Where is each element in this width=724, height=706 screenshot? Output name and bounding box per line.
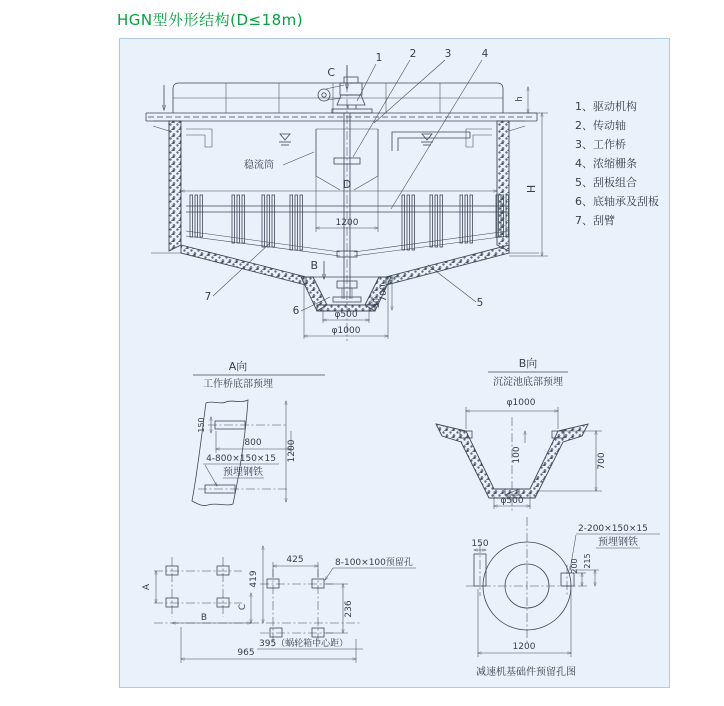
floor-slope-right (386, 245, 509, 285)
legend-item-2: 2、传动轴 (575, 119, 626, 132)
dim-H: H (525, 184, 538, 194)
drawing-panel (119, 38, 670, 688)
base-caption: 减速机基础件预留孔图 (476, 667, 576, 678)
view-a-dim-800: 800 (244, 438, 262, 448)
feedwell-label: 稳流筒 (244, 160, 274, 171)
view-a (192, 359, 325, 506)
wall-cap-left (153, 121, 169, 131)
view-a-note-line1: 4-800×150×15 (206, 454, 276, 464)
view-a-dim-150: 150 (197, 417, 206, 433)
dim-1200: 1200 (335, 218, 359, 228)
view-b-dim-phi500: φ500 (500, 496, 524, 506)
water-level-left (279, 134, 291, 145)
base-dim-215: 215 (583, 553, 592, 569)
dim-h: h (515, 96, 525, 102)
dim-phi1000: φ1000 (331, 326, 361, 336)
legend-item-6: 6、底轴承及刮板 (575, 195, 659, 208)
holes-dim-419: 419 (249, 570, 259, 588)
parts-legend (575, 97, 659, 230)
view-b (436, 356, 607, 511)
drive-mechanism (318, 77, 372, 113)
dim-30: 30 (372, 297, 381, 309)
view-b-dim-100: 100 (512, 446, 522, 464)
base-dim-200: 200 (570, 558, 579, 574)
holes-dim-236: 236 (344, 600, 354, 618)
dim-phi500: φ500 (334, 310, 358, 320)
view-b-subtitle: 沉淀池底部预埋 (493, 377, 563, 388)
reducer-base-view (466, 517, 660, 678)
view-b-dim-phi1000: φ1000 (506, 398, 536, 408)
work-bridge-railing (173, 83, 503, 113)
legend-item-5: 5、刮板组合 (575, 176, 637, 189)
section-b-label: B (310, 259, 318, 272)
view-b-dim-700: 700 (597, 452, 607, 470)
base-plate-right (561, 573, 574, 586)
view-a-note-line2: 预埋钢铁 (223, 467, 263, 478)
wall-cap-right (509, 121, 525, 131)
base-note-line2: 预埋钢铁 (598, 537, 638, 548)
view-a-dim-1200: 1200 (287, 439, 297, 463)
callout-5: 5 (476, 297, 484, 309)
section-c-label: C (327, 66, 335, 79)
base-note-line1: 2-200×150×15 (578, 524, 648, 534)
dim-700: 700 (379, 284, 389, 302)
callouts-top (353, 48, 489, 209)
callout-6: 6 (292, 305, 300, 317)
callout-1: 1 (375, 52, 383, 64)
callout-3: 3 (444, 48, 452, 60)
legend-item-1: 1、驱动机构 (575, 100, 637, 113)
legend-item-7: 7、刮臂 (575, 214, 615, 227)
tank-wall-left (169, 121, 181, 251)
launder-left (186, 129, 212, 147)
legend-item-3: 3、工作桥 (575, 138, 626, 151)
callout-7: 7 (204, 291, 212, 303)
holes-note: 8-100×100预留孔 (335, 558, 413, 568)
holes-dim-425: 425 (286, 555, 304, 565)
holes-dim-C: C (238, 603, 248, 611)
view-a-title: A向 (228, 360, 248, 373)
holes-dim-B: B (200, 613, 208, 623)
base-dim-1200: 1200 (512, 642, 536, 652)
base-dim-150: 150 (471, 539, 489, 549)
feedwell-leader (283, 152, 314, 165)
floor-slope-left (181, 245, 306, 285)
reserved-holes-view (142, 546, 416, 663)
main-elevation-view (146, 48, 548, 341)
holes-gearbox-note: 395（蜗轮箱中心距） (259, 639, 349, 649)
holes-dim-965: 965 (237, 648, 255, 658)
view-b-title: B向 (518, 357, 538, 370)
view-a-wall-band (192, 400, 248, 506)
callout-2: 2 (409, 48, 417, 60)
page-title: HGN型外形结构(D≤18m) (117, 11, 304, 29)
dim-D: D (342, 178, 352, 191)
callout-4: 4 (481, 48, 489, 60)
view-a-subtitle: 工作桥底部预埋 (203, 379, 273, 390)
holes-dim-A: A (142, 583, 152, 591)
legend-item-4: 4、浓缩栅条 (575, 157, 637, 170)
work-bridge-deck (146, 113, 537, 121)
